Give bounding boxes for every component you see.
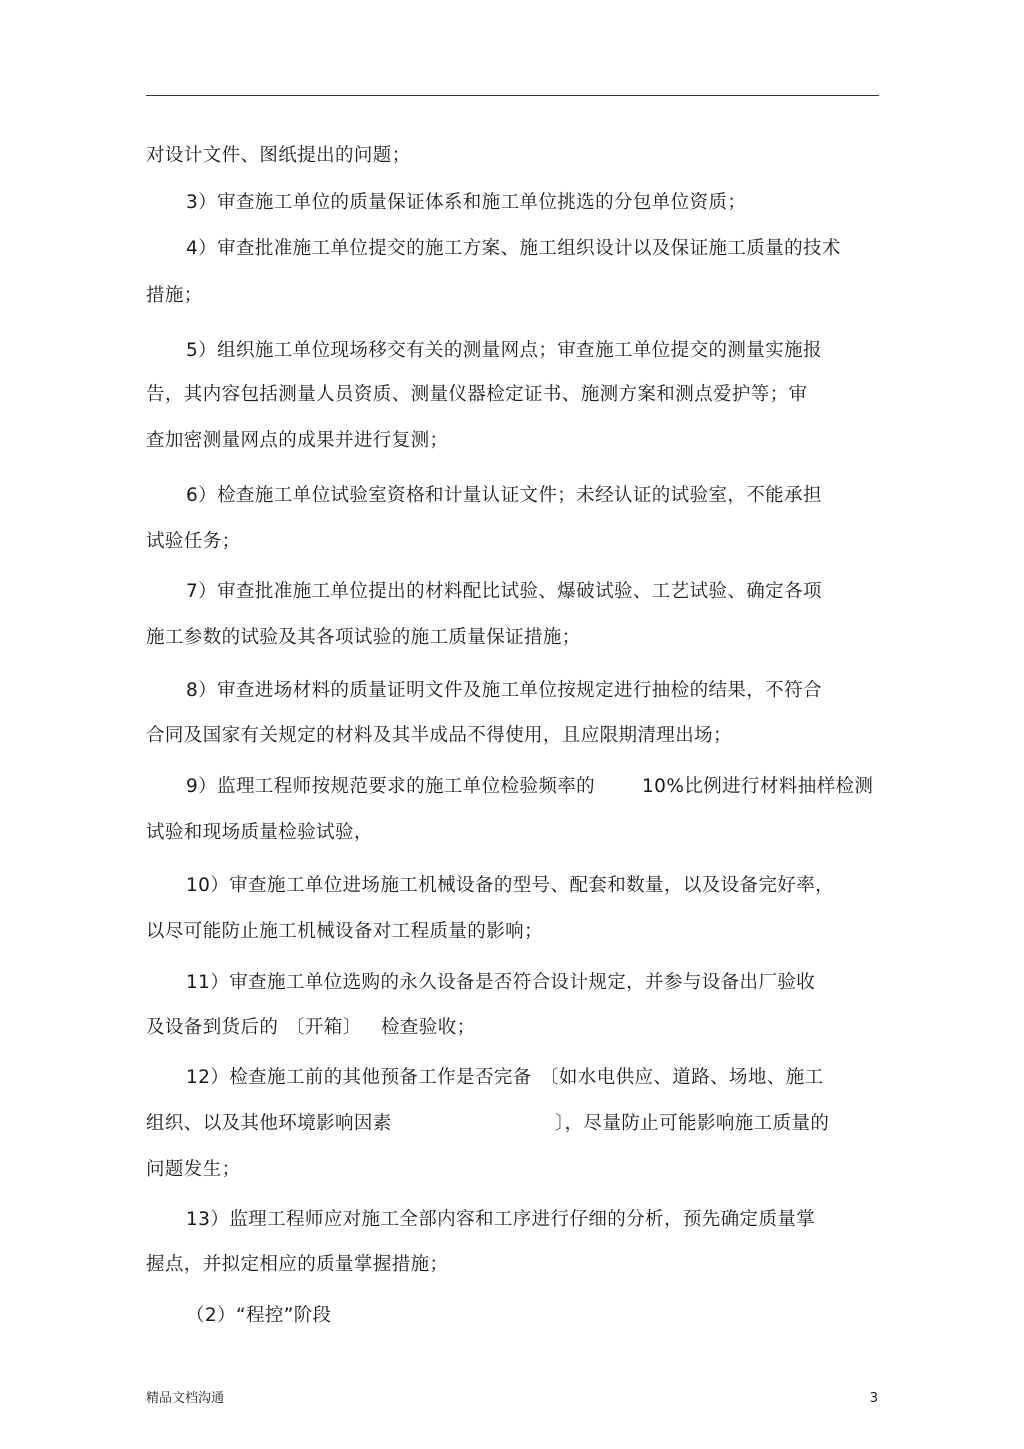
text-line: 6）检查施工单位试验室资格和计量认证文件；未经认证的试验室，不能承担 xyxy=(186,485,822,506)
text-line: 以尽可能防止施工机械设备对工程质量的影响； xyxy=(146,921,543,942)
text-line: 试验任务； xyxy=(146,531,241,552)
text-line: 10%比例进行材料抽样检测 xyxy=(642,776,874,797)
footer-label: 精品文档沟通 xyxy=(146,1391,225,1406)
text-line: 握点，并拟定相应的质量掌握措施； xyxy=(146,1254,449,1275)
page-number: 3 xyxy=(869,1391,878,1406)
text-line: 〔如水电供应、道路、场地、施工 xyxy=(540,1067,824,1088)
text-line: 告，其内容包括测量人员资质、测量仪器检定证书、施测方案和测点爱护等；审 xyxy=(146,384,808,405)
text-line: 9）监理工程师按规范要求的施工单位检验频率的 xyxy=(186,776,596,797)
header-rule xyxy=(146,95,879,96)
text-line: 组织、以及其他环境影响因素 xyxy=(146,1113,392,1134)
text-line: 11）审查施工单位选购的永久设备是否符合设计规定，并参与设备出厂验收 xyxy=(186,972,816,993)
text-line: 合同及国家有关规定的材料及其半成品不得使用，且应限期清理出场； xyxy=(146,725,732,746)
text-line: 问题发生； xyxy=(146,1159,241,1180)
text-line: 及设备到货后的 xyxy=(146,1017,279,1038)
text-line: 措施； xyxy=(146,285,203,306)
text-line: 试验和现场质量检验试验， xyxy=(146,822,373,843)
text-line: 8）审查进场材料的质量证明文件及施工单位按规定进行抽检的结果，不符合 xyxy=(186,680,822,701)
text-line: 〔开箱〕 xyxy=(286,1017,362,1038)
text-line: 4）审查批准施工单位提交的施工方案、施工组织设计以及保证施工质量的技术 xyxy=(186,238,841,259)
text-line: 10）审查施工单位进场施工机械设备的型号、配套和数量，以及设备完好率， xyxy=(186,875,835,896)
text-line: 〕，尽量防止可能影响施工质量的 xyxy=(555,1113,830,1134)
text-line: 对设计文件、图纸提出的问题； xyxy=(146,145,411,166)
text-line: 检查验收； xyxy=(381,1017,476,1038)
text-line: 查加密测量网点的成果并进行复测； xyxy=(146,430,449,451)
text-line: 施工参数的试验及其各项试验的施工质量保证措施； xyxy=(146,627,581,648)
text-line: （2）“程控”阶段 xyxy=(186,1305,332,1326)
text-line: 12）检查施工前的其他预备工作是否完备 xyxy=(186,1067,532,1088)
text-line: 13）监理工程师应对施工全部内容和工序进行仔细的分析，预先确定质量掌 xyxy=(186,1209,816,1230)
text-line: 3）审查施工单位的质量保证体系和施工单位挑选的分包单位资质； xyxy=(186,192,747,213)
text-line: 5）组织施工单位现场移交有关的测量网点；审查施工单位提交的测量实施报 xyxy=(186,340,822,361)
text-line: 7）审查批准施工单位提出的材料配比试验、爆破试验、工艺试验、确定各项 xyxy=(186,581,822,602)
